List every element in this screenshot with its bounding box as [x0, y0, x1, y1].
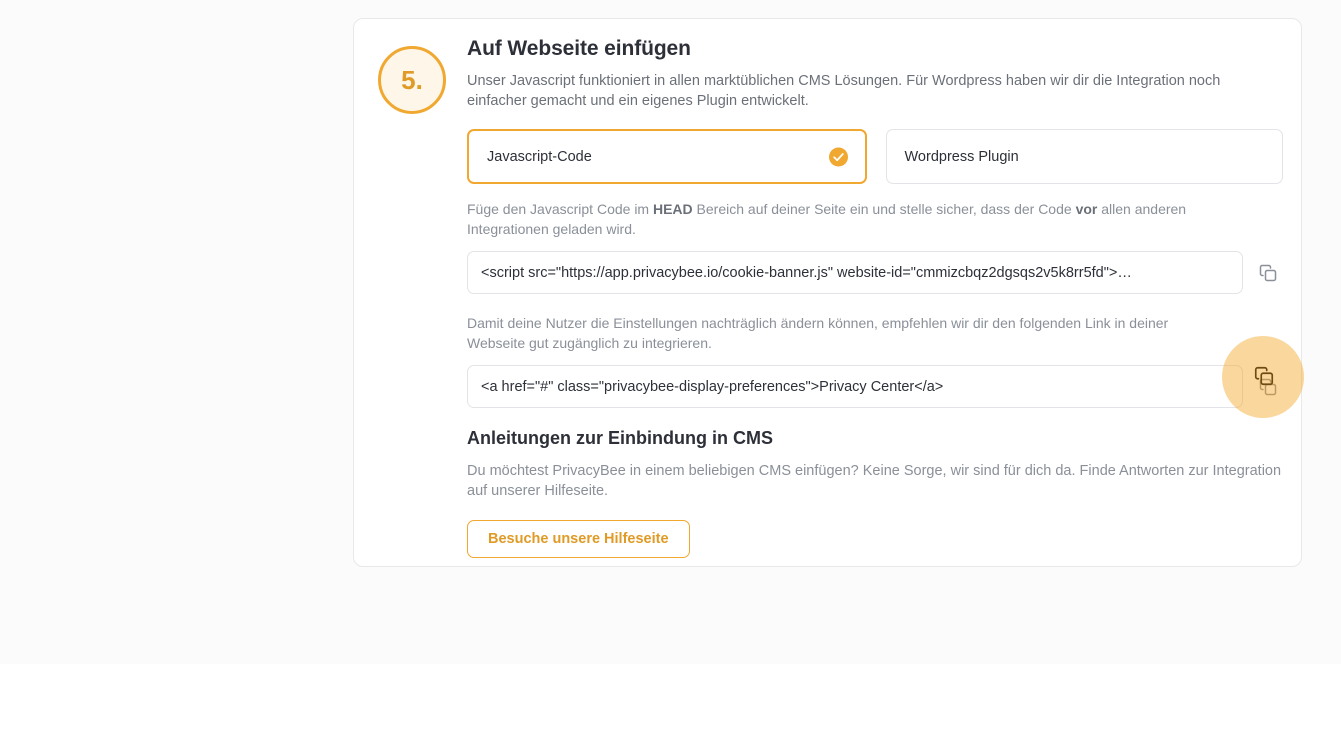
link-helper-text: Damit deine Nutzer die Einstellungen nachträglich ändern können, empfehlen wir dir den folgenden Link in deiner Webseite gut zugänglich zu integrieren. — [467, 315, 1169, 351]
cms-section-text: Du möchtest PrivacyBee in einem beliebigen CMS einfügen? Keine Sorge, wir sind für dich da. Finde Antworten zur Integration auf unserer Hilfeseite. — [467, 463, 1282, 499]
script-code-field[interactable]: <script src="https://app.privacybee.io/cookie-banner.js" website-id="cmmizcbqz2dgsqs2v5k8rr5fd">… — [467, 251, 1243, 294]
integration-method-tabs — [467, 129, 1283, 184]
tab-wordpress-plugin[interactable] — [886, 129, 1284, 184]
card-content — [467, 37, 1283, 558]
script-helper-part1: Füge den Javascript Code im — [467, 201, 653, 217]
integration-card — [353, 18, 1302, 567]
intro-text: Unser Javascript funktioniert in allen marktüblichen CMS Lösungen. Für Wordpress haben wir dir die Integration noch einfacher gemacht und ein eigenes Plugin entwickelt. — [467, 73, 1221, 109]
visit-help-page-button[interactable]: Besuche unsere Hilfeseite — [467, 520, 690, 558]
script-helper-text — [467, 199, 1227, 239]
link-code-row — [467, 365, 1283, 408]
copy-link-icon[interactable] — [1253, 372, 1283, 402]
tab-javascript-code-label: Javascript-Code — [487, 148, 592, 165]
script-helper-part2: Bereich auf deiner Seite ein und stelle sicher, dass der Code — [692, 201, 1076, 217]
script-helper-bold-vor: vor — [1075, 201, 1098, 217]
tab-javascript-code[interactable] — [467, 129, 867, 184]
tab-wordpress-plugin-label: Wordpress Plugin — [904, 148, 1019, 165]
step-number-badge: 5. — [378, 46, 446, 114]
copy-script-icon[interactable] — [1253, 258, 1283, 288]
privacy-center-link-field[interactable]: <a href="#" class="privacybee-display-preferences">Privacy Center</a> — [467, 365, 1243, 408]
check-circle-icon — [829, 147, 848, 166]
script-helper-bold-head: HEAD — [652, 201, 693, 217]
cms-section-title: Anleitungen zur Einbindung in CMS — [467, 428, 773, 448]
page-title: Auf Webseite einfügen — [467, 37, 691, 60]
script-code-row — [467, 251, 1283, 294]
page-bottom-band — [0, 664, 1341, 749]
script-helper-part3: allen anderen Integrationen geladen wird. — [467, 201, 1187, 237]
